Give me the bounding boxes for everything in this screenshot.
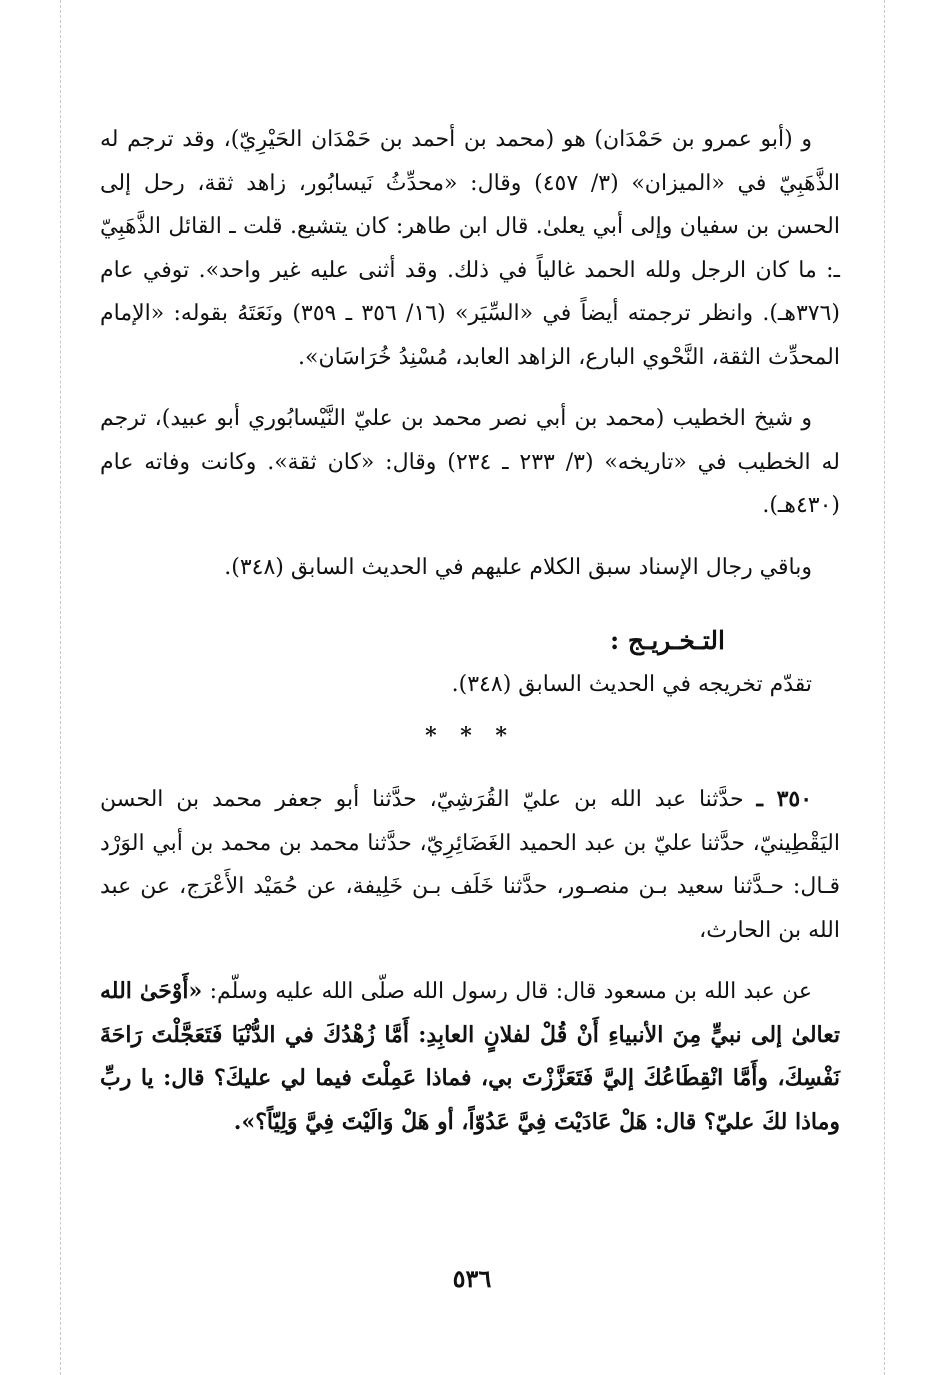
hadith-matn: «أَوْحَىٰ الله تعالىٰ إلى نبيٍّ مِنَ الأنبياءِ أَنْ قُلْ لفلانٍ العابِدِ: أَمَّا زُهْدُكَ في الدُّنْيَا فَتَعَجَّلْتَ رَاحَةَ نَفْسِكَ، وأَمَّا انْقِطَاعُكَ إليَّ فَتَعَزَّزْتَ بي، فماذا عَمِلْتَ فيما لي عليكَ؟ قال: يا ربِّ وماذا لكَ عليّ؟ قال: هَلْ عَادَيْتَ فِيَّ عَدُوّاً، أو هَلْ وَالَيْتَ فِيَّ وَلِيّاً؟».: [100, 978, 840, 1135]
paragraph-abu-amr: و (أبو عمرو بن حَمْدَان) هو (محمد بن أحمد بن حَمْدَان الحَيْرِيّ)، وقد ترجم له الذَّهَبِيّ في «الميزان» (٣/ ٤٥٧) وقال: «محدِّثُ نَيسابُور، زاهد ثقة، رحل إلى الحسن بن سفيان وإلى أبي يعلىٰ. قال ابن طاهر: كان يتشيع. قلت ـ القائل الذَّهَبِيّ ـ: ما كان الرجل ولله الحمد غالياً في ذلك. وقد أثنى عليه غير واحد». توفي عام (٣٧٦هـ). وانظر ترجمته أيضاً في «السِّيَر» (١٦/ ٣٥٦ ـ ٣٥٩) ونَعَتَهُ بقوله: «الإمام المحدِّث الثقة، النَّحْوي البارع، الزاهد العابد، مُسْنِدُ خُرَاسَان».: [100, 127, 841, 370]
hadith-matn-intro: عن عبد الله بن مسعود قال: قال رسول الله صلّى الله عليه وسلّم:: [209, 979, 812, 1004]
hadith-matn-paragraph: [100, 970, 840, 1144]
hadith-isnad: حدَّثنا عبد الله بن عليّ القُرَشِيّ، حدَّثنا أبو جعفر محمد بن الحسن اليَقْطِينيّ، حدَّثنا عليّ بن عبد الحميد الغَضَائِرِيّ، حدَّثنا محمد بن محمد بن أبي الوَرْد قـال: حـدَّثنا سعيد بـن منصـور، حدَّثنا خَلَف بـن خَلِيفة، عن حُمَيْد الأَعْرَج، عن عبد الله بن الحارث،: [100, 787, 840, 943]
takhrij-text: تقدّم تخريجه في الحديث السابق (٣٤٨).: [451, 672, 812, 697]
paragraph-remaining-narrators: وباقي رجال الإسناد سبق الكلام عليهم في الحديث السابق (٣٤٨).: [224, 554, 812, 580]
left-margin-guide: [60, 0, 61, 1375]
right-margin-guide: [884, 0, 885, 1375]
hadith-isnad-paragraph: [100, 778, 840, 952]
section-separator: * * *: [425, 722, 515, 749]
page-body: [100, 118, 840, 1144]
paragraph-khatib-sheikh: و شيخ الخطيب (محمد بن أبي نصر محمد بن عليّ النَّيْسابُوري أبو عبيد)، ترجم له الخطيب في «تاريخه» (٣/ ٢٣٣ ـ ٢٣٤) وقال: «كان ثقة». وكانت وفاته عام (٤٣٠هـ).: [100, 406, 840, 518]
takhrij-heading: التـخـريـج :: [609, 626, 725, 655]
page-number: ٥٣٦: [452, 1264, 492, 1293]
hadith-number: ٣٥٠ ـ: [756, 786, 813, 812]
